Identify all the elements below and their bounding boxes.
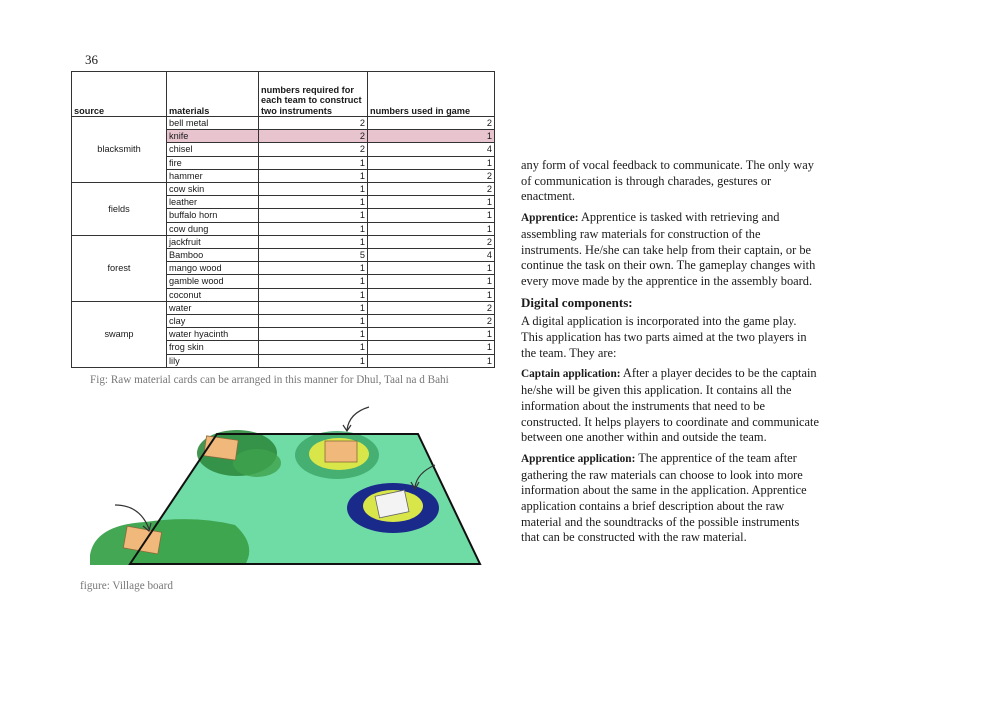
captain-app-text: After a player decides to be the captain he/she will be given this application. It contains all the information about the instruments that need to be constructed. It helps players to coordinate and communicate between one another within and outside the team. — [521, 366, 819, 445]
required-cell: 1 — [259, 275, 368, 288]
required-cell: 1 — [259, 156, 368, 169]
required-cell: 2 — [259, 130, 368, 143]
header-used: numbers used in game — [368, 72, 495, 117]
material-cell: cow skin — [167, 183, 259, 196]
material-cell: bell metal — [167, 117, 259, 130]
used-cell: 2 — [368, 235, 495, 248]
material-cell: mango wood — [167, 262, 259, 275]
used-cell: 2 — [368, 183, 495, 196]
required-cell: 1 — [259, 183, 368, 196]
required-cell: 1 — [259, 222, 368, 235]
material-cell: water hyacinth — [167, 328, 259, 341]
material-cell: hammer — [167, 169, 259, 182]
used-cell: 1 — [368, 341, 495, 354]
used-cell: 1 — [368, 222, 495, 235]
used-cell: 1 — [368, 156, 495, 169]
used-cell: 1 — [368, 262, 495, 275]
used-cell: 2 — [368, 301, 495, 314]
used-cell: 1 — [368, 130, 495, 143]
table-row — [72, 117, 495, 130]
required-cell: 5 — [259, 249, 368, 262]
card-fields — [325, 441, 357, 462]
source-cell: forest — [72, 235, 167, 301]
required-cell: 1 — [259, 169, 368, 182]
apprentice-text: Apprentice is tasked with retrieving and assembling raw materials for construction of the instruments. He/she can take help from their captain, or be continue the task on their own. The gameplay changes with every move made by the apprentice in the assembly board. — [521, 210, 816, 288]
material-cell: frog skin — [167, 341, 259, 354]
page-number: 36 — [85, 52, 98, 67]
required-cell: 2 — [259, 143, 368, 156]
paragraph-captain-app — [521, 366, 821, 446]
source-cell: swamp — [72, 301, 167, 367]
header-materials: materials — [167, 72, 259, 117]
paragraph-intro: any form of vocal feedback to communicate. The only way of communication is through charades, gestures or enactment. — [521, 158, 814, 204]
material-cell: lily — [167, 354, 259, 367]
digital-components-heading: Digital components: — [521, 294, 633, 310]
header-required: numbers required for each team to construct two instruments — [259, 72, 368, 117]
source-cell: blacksmith — [72, 117, 167, 183]
required-cell: 1 — [259, 262, 368, 275]
table-row — [72, 235, 495, 248]
material-cell: fire — [167, 156, 259, 169]
card-forest — [204, 436, 238, 460]
material-cell: coconut — [167, 288, 259, 301]
blacksmith-patch — [90, 519, 249, 565]
paragraph-apprentice — [521, 210, 821, 290]
apprentice-app-text: The apprentice of the team after gathering the raw materials can choose to look into more information about the same in the application. Apprentice application contains a brief description about the raw material and the soundtracks of the possible instruments that can be constructed with the raw material. — [521, 450, 807, 545]
paragraph-digital: A digital application is incorporated into the game play. This application has two parts aimed at the two players in the team. They are: — [521, 314, 807, 360]
required-cell: 1 — [259, 315, 368, 328]
used-cell: 2 — [368, 315, 495, 328]
required-cell: 1 — [259, 341, 368, 354]
required-cell: 1 — [259, 235, 368, 248]
used-cell: 2 — [368, 169, 495, 182]
source-cell: fields — [72, 183, 167, 236]
header-source: source — [72, 72, 167, 117]
required-cell: 1 — [259, 288, 368, 301]
captain-app-lead: Captain application: — [521, 368, 621, 381]
required-cell: 1 — [259, 354, 368, 367]
village-board-illustration — [85, 405, 495, 580]
used-cell: 2 — [368, 117, 495, 130]
required-cell: 2 — [259, 117, 368, 130]
used-cell: 1 — [368, 288, 495, 301]
material-cell: Bamboo — [167, 249, 259, 262]
used-cell: 1 — [368, 328, 495, 341]
used-cell: 1 — [368, 209, 495, 222]
table-header-row — [72, 72, 495, 117]
used-cell: 1 — [368, 275, 495, 288]
paragraph-apprentice-app — [521, 451, 821, 546]
used-cell: 1 — [368, 354, 495, 367]
table-row — [72, 183, 495, 196]
material-cell: leather — [167, 196, 259, 209]
apprentice-lead: Apprentice: — [521, 212, 579, 225]
raw-material-table — [71, 71, 495, 368]
material-cell: water — [167, 301, 259, 314]
material-cell: jackfruit — [167, 235, 259, 248]
required-cell: 1 — [259, 328, 368, 341]
material-cell: knife — [167, 130, 259, 143]
material-cell: gamble wood — [167, 275, 259, 288]
material-cell: clay — [167, 315, 259, 328]
used-cell: 1 — [368, 196, 495, 209]
board-caption: figure: Village board — [80, 580, 173, 592]
table-caption: Fig: Raw material cards can be arranged in this manner for Dhul, Taal na d Bahi — [90, 374, 449, 386]
required-cell: 1 — [259, 209, 368, 222]
used-cell: 4 — [368, 249, 495, 262]
material-cell: cow dung — [167, 222, 259, 235]
table-row — [72, 301, 495, 314]
material-cell: buffalo horn — [167, 209, 259, 222]
apprentice-app-lead: Apprentice application: — [521, 452, 636, 465]
required-cell: 1 — [259, 196, 368, 209]
forest-patch-light — [233, 449, 281, 477]
material-cell: chisel — [167, 143, 259, 156]
required-cell: 1 — [259, 301, 368, 314]
right-text-column — [521, 158, 821, 551]
used-cell: 4 — [368, 143, 495, 156]
